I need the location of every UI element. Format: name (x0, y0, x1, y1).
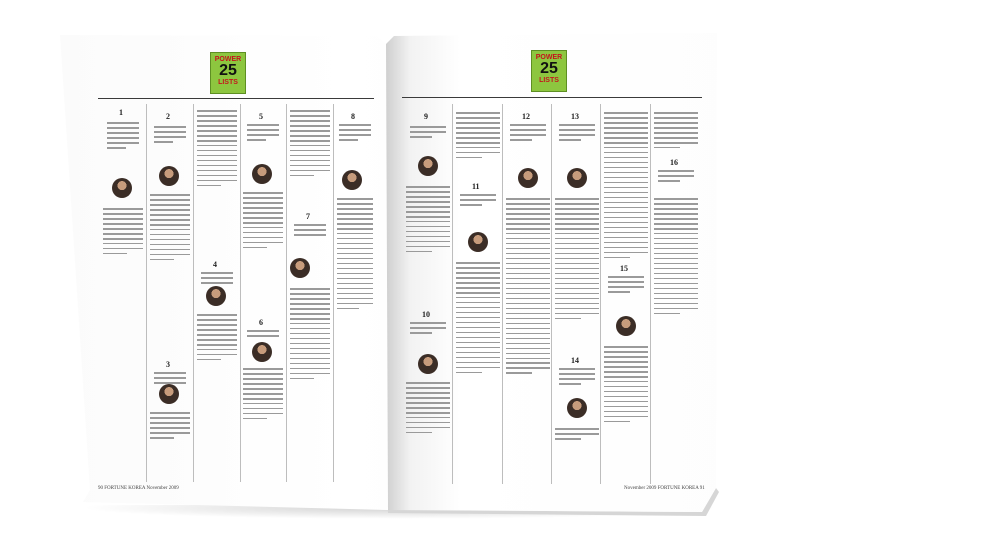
entry-header-text (154, 126, 186, 146)
entry-body-text (555, 198, 599, 323)
entry-body-text (337, 198, 373, 313)
entry-body-text (406, 382, 450, 437)
entry-header-text (658, 170, 694, 185)
entry-number: 4 (213, 260, 217, 269)
entry-body-text (197, 314, 237, 364)
left-column-divider (193, 104, 194, 482)
entry-number: 14 (571, 356, 579, 365)
portrait-photo (290, 258, 310, 278)
portrait-photo (252, 164, 272, 184)
portrait-photo (418, 354, 438, 374)
portrait-photo (112, 178, 132, 198)
portrait-photo (616, 316, 636, 336)
right-column-divider (650, 104, 651, 484)
entry-body-text (506, 198, 550, 377)
portrait-photo (518, 168, 538, 188)
portrait-photo (159, 166, 179, 186)
entry-number: 16 (670, 158, 678, 167)
entry-body-text (150, 412, 190, 442)
entry-body-text (243, 192, 283, 252)
entry-body-text (604, 346, 648, 426)
right-column-divider (600, 104, 601, 484)
right-column-divider (452, 104, 453, 484)
entry-number: 8 (351, 112, 355, 121)
entry-header-text (410, 322, 446, 337)
left-top-rule (98, 98, 374, 99)
entry-number: 15 (620, 264, 628, 273)
portrait-photo (206, 286, 226, 306)
right-column-divider (502, 104, 503, 484)
right-top-rule (402, 97, 702, 98)
entry-body-text (150, 194, 190, 264)
folio-right: November 2009 FORTUNE KOREA 91 (624, 486, 705, 491)
entry-body-text (604, 112, 648, 262)
portrait-photo (567, 168, 587, 188)
entry-number: 6 (259, 318, 263, 327)
left-column-divider (240, 104, 241, 482)
entry-body-text (290, 288, 330, 383)
entry-number: 12 (522, 112, 530, 121)
entry-body-text (456, 112, 500, 162)
entry-header-text (410, 126, 446, 141)
entry-header-text (247, 330, 279, 340)
entry-header-text (460, 194, 496, 209)
entry-number: 11 (472, 182, 480, 191)
entry-number: 7 (306, 212, 310, 221)
right-column-divider (551, 104, 552, 484)
entry-header-text (107, 122, 139, 152)
entry-body-text (654, 198, 698, 318)
portrait-photo (252, 342, 272, 362)
entry-header-text (247, 124, 279, 144)
entry-header-text (608, 276, 644, 296)
left-column-divider (286, 104, 287, 482)
power-25-logo-left: POWER 25 LISTS (210, 52, 246, 94)
left-column-divider (333, 104, 334, 482)
entry-body-text (406, 186, 450, 256)
power-25-logo-right: POWER 25 LISTS (531, 50, 567, 92)
entry-header-text (339, 124, 371, 144)
portrait-photo (159, 384, 179, 404)
entry-header-text (559, 368, 595, 388)
left-column-divider (146, 104, 147, 482)
entry-number: 3 (166, 360, 170, 369)
entry-number: 10 (422, 310, 430, 319)
entry-header-text (559, 124, 595, 144)
portrait-photo (342, 170, 362, 190)
entry-number: 2 (166, 112, 170, 121)
entry-number: 9 (424, 112, 428, 121)
portrait-photo (418, 156, 438, 176)
entry-body-text (197, 110, 237, 190)
entry-body-text (103, 208, 143, 258)
portrait-photo (567, 398, 587, 418)
entry-body-text (456, 262, 500, 377)
folio-left: 90 FORTUNE KOREA November 2009 (98, 486, 179, 491)
entry-body-text (654, 112, 698, 152)
entry-header-text (294, 224, 326, 239)
entry-body-text (290, 110, 330, 180)
entry-number: 1 (119, 108, 123, 117)
entry-body-text (243, 368, 283, 423)
portrait-photo (468, 232, 488, 252)
entry-number: 5 (259, 112, 263, 121)
entry-body-text (555, 428, 599, 443)
entry-header-text (201, 272, 233, 287)
entry-number: 13 (571, 112, 579, 121)
entry-header-text (510, 124, 546, 144)
